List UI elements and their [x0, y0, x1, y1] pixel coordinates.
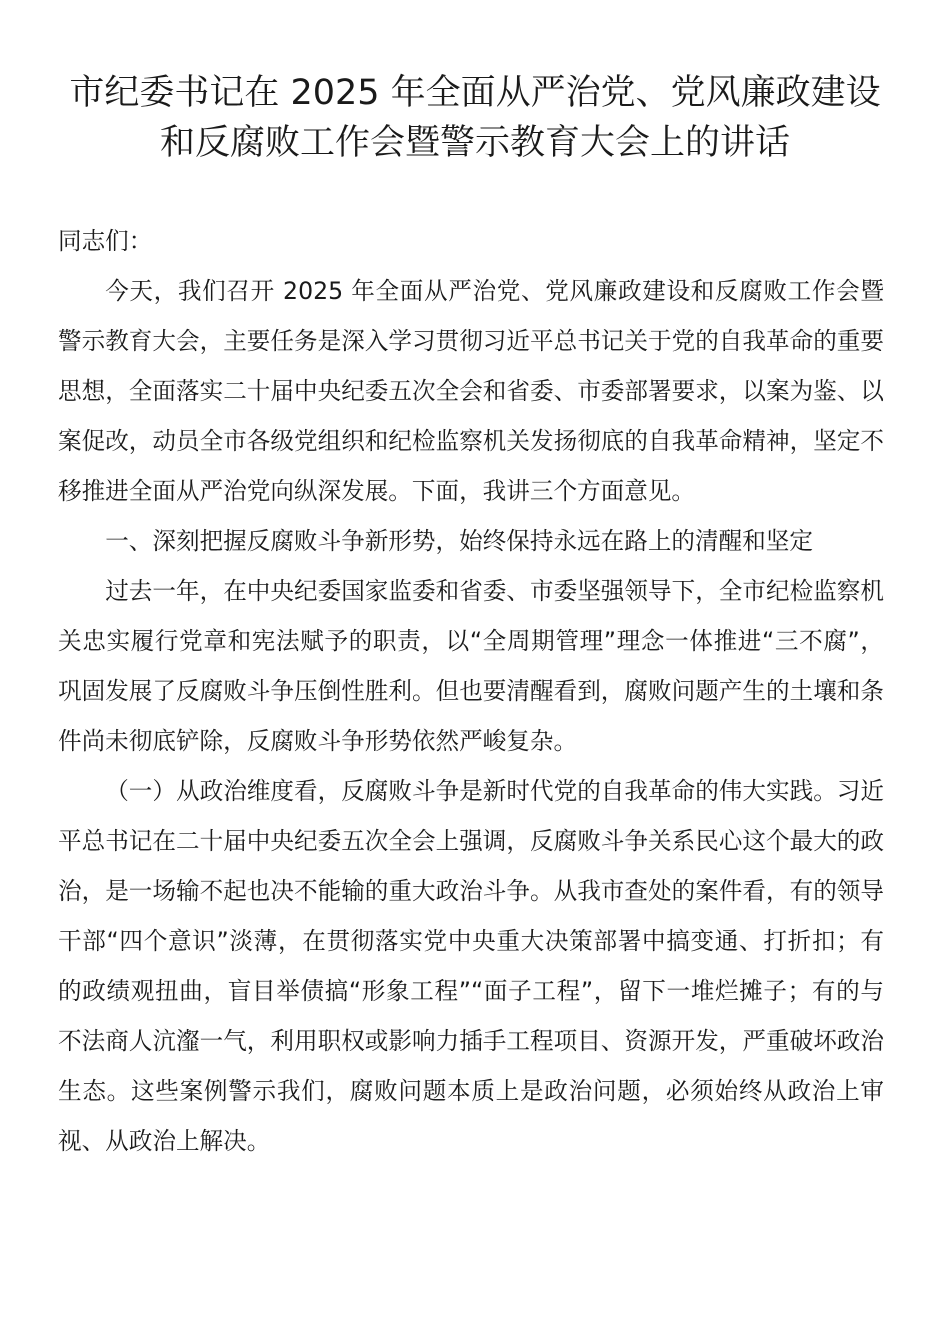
- paragraph-overview: 过去一年，在中央纪委国家监委和省委、市委坚强领导下，全市纪检监察机关忠实履行党章和宪法赋予的职责，以“全周期管理”理念一体推进“三不腐”，巩固发展了反腐败斗争压倒性胜利。但也要清醒看到，腐败问题产生的土壤和条件尚未彻底铲除，反腐败斗争形势依然严峻复杂。: [58, 577, 884, 755]
- paragraph-political-dimension: （一）从政治维度看，反腐败斗争是新时代党的自我革命的伟大实践。习近平总书记在二十届中央纪委五次全会上强调，反腐败斗争关系民心这个最大的政治，是一场输不起也决不能输的重大政治斗争。从我市查处的案件看，有的领导干部“四个意识”淡薄，在贯彻落实党中央重大决策部署中搞变通、打折扣；有的政绩观扭曲，盲目举债搞“形象工程”“面子工程”，留下一堆烂摊子；有的与不法商人沆瀣一气，利用职权或影响力插手工程项目、资源开发，严重破坏政治生态。这些案例警示我们，腐败问题本质上是政治问题，必须始终从政治上审视、从政治上解决。: [58, 777, 884, 1155]
- title-line-1: 市纪委书记在 2025 年全面从严治党、党风廉政建设: [69, 73, 881, 113]
- salutation: 同志们：: [58, 227, 153, 255]
- paragraph-intro: 今天，我们召开 2025 年全面从严治党、党风廉政建设和反腐败工作会暨警示教育大会，主要任务是深入学习贯彻习近平总书记关于党的自我革命的重要思想，全面落实二十届中央纪委五次全会和省委、市委部署要求，以案为鉴、以案促改，动员全市各级党组织和纪检监察机关发扬彻底的自我革命精神，坚定不移推进全面从严治党向纵深发展。下面，我讲三个方面意见。: [58, 277, 884, 505]
- document-body: [58, 216, 884, 1166]
- document-title: [60, 68, 890, 168]
- section-heading-1: 一、深刻把握反腐败斗争新形势，始终保持永远在路上的清醒和坚定: [105, 527, 813, 555]
- title-line-2: 和反腐败工作会暨警示教育大会上的讲话: [159, 123, 790, 163]
